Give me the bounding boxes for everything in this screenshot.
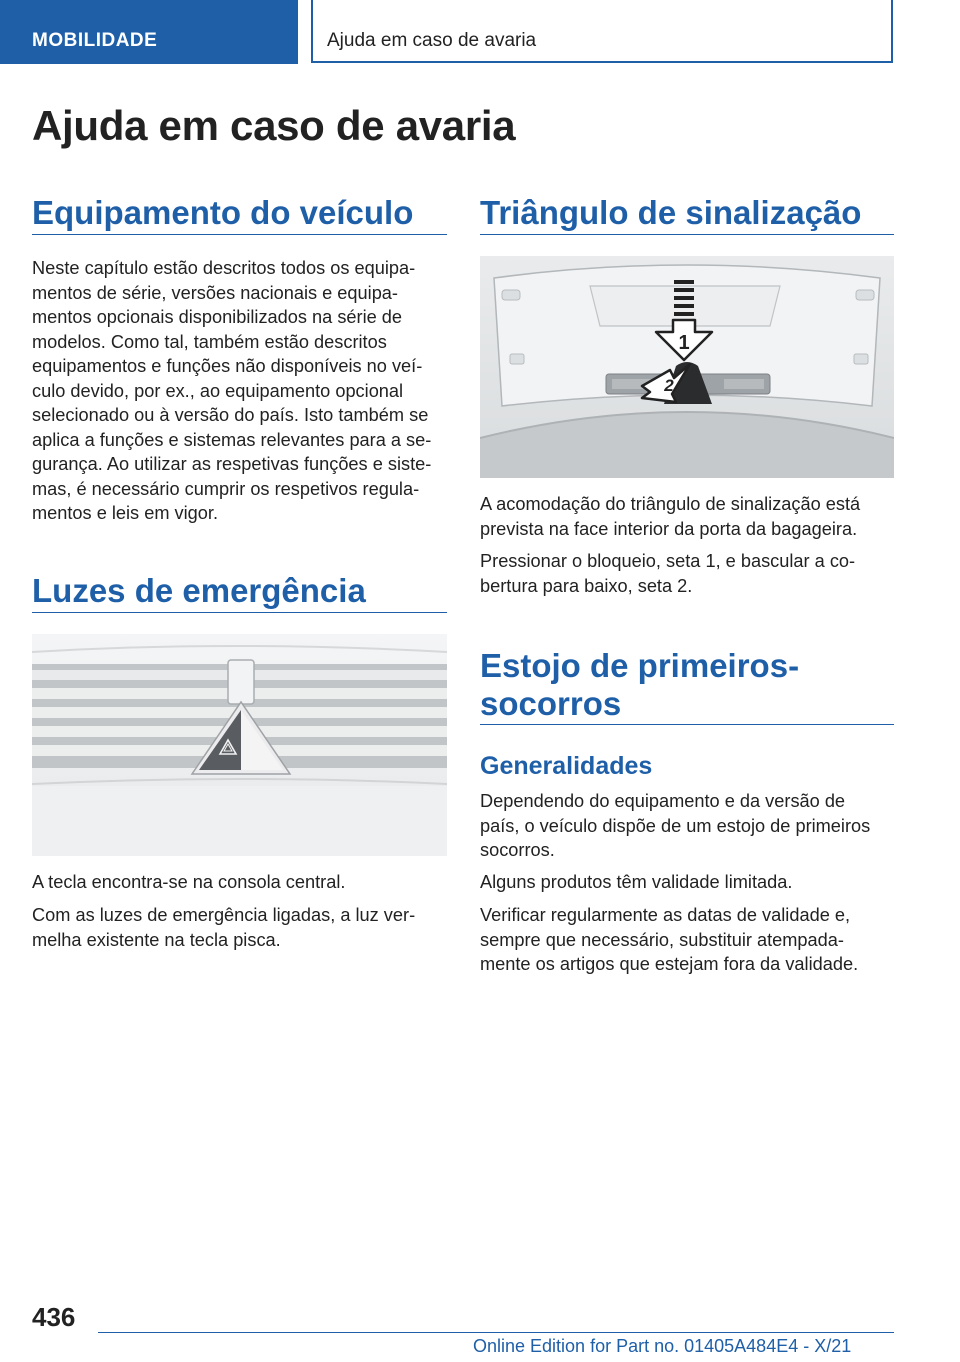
paragraph-luzes-2: Com as luzes de emergência ligadas, a luz ver‐ melha existente na tecla pisca. [32,905,416,950]
chapter-label: Ajuda em caso de avaria [327,30,537,51]
heading-rule [32,612,447,613]
arrow-label-1: 1 [678,332,690,354]
hazard-button-figure [32,634,447,856]
paragraph-triangulo-2: Pressionar o bloqueio, seta 1, e bascular a co‐ bertura para baixo, seta 2. [480,551,856,596]
heading-equipamento: Equipamento do veículo [32,194,414,231]
paragraph-triangulo-1: A acomodação do triângulo de sinalização está prevista na face interior da porta da bagageira. [480,494,861,539]
paragraph-equipamento: Neste capítulo estão descritos todos os equipa‐ mentos de série, versões nacionais e equipa‐ mentos opcionais disponibilizados na série de modelos. Como tal, também estão descritos equipamentos e funções não disponíveis no veí‐ culo devido, por ex., ao equipamento opcional selecionado ou à versão do país. Isto também se aplica a funções e sistemas relevantes para a se‐ gurança. Ao utilizar as respetivas funções e siste‐ mas, é necessário cumprir os respetivos regula‐ mentos e leis em vigor. [32,258,432,523]
paragraph-estojo-2: Alguns produtos têm validade limitada. [480,872,793,892]
paragraph-estojo-3: Verificar regularmente as datas de validade e, sempre que necessário, substituir atempada‐ mente os artigos que estejam fora da validade. [480,905,859,974]
chapter-header [311,0,893,63]
page-title: Ajuda em caso de avaria [32,102,516,149]
edition-note: Online Edition for Part no. 01405A484E4 - X/21 [473,1336,852,1356]
arrow-label-2: 2 [664,376,674,395]
paragraph-luzes-1: A tecla encontra-se na consola central. [32,872,346,892]
heading-triangulo: Triângulo de sinalização [480,194,862,231]
heading-rule [480,724,894,725]
warning-triangle-figure [480,256,894,478]
page-number: 436 [32,1302,76,1332]
subheading-generalidades: Generalidades [480,752,653,780]
paragraph-estojo-1: Dependendo do equipamento e da versão de país, o veículo dispõe de um estojo de primeiros socorros. [480,791,871,860]
heading-luzes: Luzes de emergência [32,572,366,609]
heading-estojo: Estojo de primeiros- socorros [480,647,800,722]
footer-rule [98,1332,894,1333]
section-tab [0,0,298,64]
heading-rule [32,234,447,235]
heading-rule [480,234,894,235]
section-label: MOBILIDADE [32,30,158,51]
